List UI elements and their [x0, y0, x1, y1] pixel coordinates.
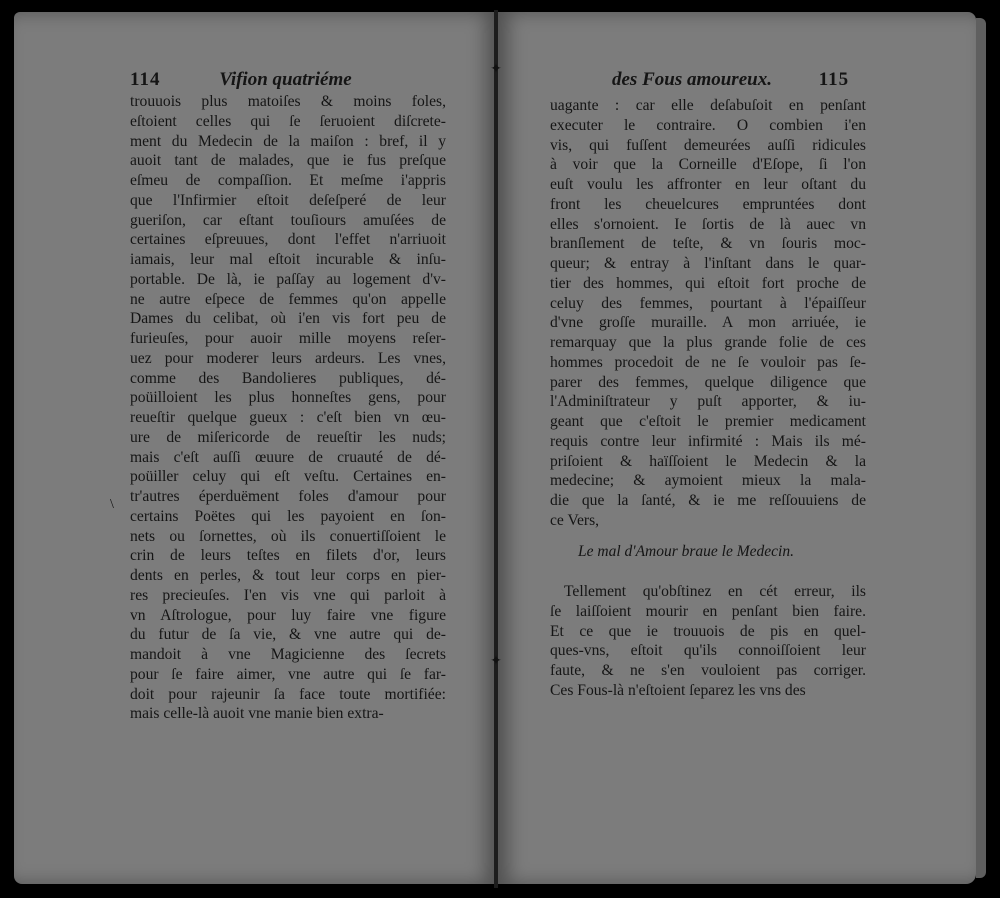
text-line: parer des femmes, quelque diligence que	[550, 373, 866, 391]
text-line: du futur de ſa vie, & vne autre qui de-	[130, 626, 446, 644]
text-line: euſt voulu les affronter en leur oſtant du	[550, 176, 866, 193]
text-line: die que la ſanté, & ie me reſſouuiens de	[550, 492, 866, 509]
text-line: celuy des femmes, pourtant à l'épaiſſeur	[550, 294, 866, 312]
text-line: tr'autres éperduëment foles d'amour pour	[130, 488, 446, 505]
text-line: Dames du celibat, où i'en vis fort peu de	[130, 310, 446, 328]
book-gutter	[494, 10, 498, 888]
text-line: eſtoient celles qui ſe ſeruoient diſcrete-	[130, 112, 446, 130]
text-line: Ces Fous-là n'eſtoient ſeparez les vns des	[550, 681, 806, 699]
text-line: elles s'ornoient. Ie ſortis de là auec vn	[550, 215, 866, 233]
stitch-mark: ✦	[490, 61, 502, 77]
text-line: que l'Infirmier eſtoit deſeſperé de leur	[130, 191, 446, 209]
text-line: vn Aſtrologue, pour luy faire vne figure	[130, 606, 446, 624]
text-line: poüilloient les plus honneſtes gens, pour	[130, 389, 446, 407]
text-line: ment du Medecin de la maiſon : bref, il y	[130, 132, 446, 150]
text-line: mais celle-là auoit vne manie bien extra-	[130, 705, 384, 723]
text-line: Et ce que ie trouuois de pis en quel-	[550, 622, 866, 640]
text-line: Tellement qu'obſtinez en cét erreur, ils	[564, 583, 866, 600]
text-line: reueſtir quelque gueux : c'eſt bien vn œu-	[130, 409, 446, 426]
text-line: geant que c'eſtoit le premier medicament	[550, 413, 866, 430]
text-line: ques-vns, eſtoit qu'ils connoiſſoient leur	[550, 642, 866, 660]
text-line: ſe laiſſoient mourir en penſant bien faire.	[550, 602, 866, 620]
page-edge	[976, 18, 986, 878]
text-line: ce Vers,	[550, 511, 600, 529]
text-line: tier des hommes, qui eſtoit fort proche de	[550, 274, 866, 292]
margin-mark: \	[110, 497, 114, 512]
text-line: pour ſe faire aimer, vne autre qui ſe far-	[130, 665, 446, 683]
text-line: l'Adminiſtrateur y puſt apporter, & iu-	[550, 393, 866, 411]
stitch-mark: ✦	[490, 653, 502, 669]
text-line: d'vne groſſe muraille. A mon arriuée, ie	[550, 314, 866, 332]
text-line: uez pour moderer leurs ardeurs. Les vnes,	[130, 349, 446, 367]
text-line: comme des Bandolieres publiques, dé-	[130, 369, 446, 387]
left-page-header	[130, 68, 352, 92]
text-line: res precieuſes. I'en vis vne qui parloit à	[130, 586, 446, 604]
text-line: auoit tant de malades, que ie fus preſque	[130, 152, 446, 170]
page-number: 114	[130, 69, 161, 90]
text-line: gueriſon, car eſtant touſiours amuſées de	[130, 211, 446, 229]
text-line: remarquay que la plus grande folie de ces	[550, 334, 866, 351]
text-line: uagante : car elle deſabuſoit en penſant	[550, 97, 866, 114]
text-line: front les cheuelcures empruntées dont	[550, 195, 866, 213]
text-line: certains Poëtes qui les payoient en ſon-	[130, 507, 446, 525]
text-line: hommes procedoit de ne ſe vouloir pas ſe-	[550, 353, 866, 371]
verse-quotation: Le mal d'Amour braue le Medecin.	[578, 543, 794, 560]
text-line: branſlement de teſte, & vn ſouris moc-	[550, 235, 866, 253]
running-title: Vifion quatriéme	[219, 69, 352, 90]
text-line: medecine; & aymoient mieux la mala-	[550, 472, 866, 490]
text-line: nets ou ſornettes, où ils conuertiſſoient le	[130, 527, 446, 545]
text-line: à voir que la Corneille d'Eſope, ſi l'on	[550, 156, 866, 174]
text-line: crin de leurs teſtes en filets d'or, leurs	[130, 547, 446, 565]
text-line: mandoit à vne Magicienne des ſecrets	[130, 646, 446, 663]
text-line: iamais, leur mal eſtoit incurable & inſu-	[130, 251, 446, 268]
text-line: doit pour rajeunir ſa face toute mortifiée:	[130, 685, 446, 703]
text-line: poüiller celuy qui eſt veſtu. Certaines en-	[130, 468, 446, 486]
text-line: furieuſes, pour auoir mille moyens reſer-	[130, 330, 446, 347]
page-number: 115	[818, 69, 850, 90]
text-line: mais c'eſt auſſi œuure de cruauté de dé-	[130, 448, 446, 466]
right-page-text-continued	[550, 582, 866, 701]
text-line: vis, qui fuſſent demeurées auſſi ridicules	[550, 136, 866, 154]
text-line: trouuois plus matoiſes & moins foles,	[130, 93, 446, 110]
text-line: portable. De là, ie paſſay au logement d'v-	[130, 270, 446, 288]
text-line: queur; & entray à l'inſtant dans le quar-	[550, 255, 866, 272]
left-page-text	[130, 92, 446, 724]
text-line: executer le contraire. O combien i'en	[550, 116, 866, 134]
text-line: priſoient & haïſſoient le Medecin & la	[550, 452, 866, 470]
text-line: ure de miſericorde de reueſtir les nuds;	[130, 428, 446, 446]
right-page-text	[550, 96, 866, 531]
right-page-header	[612, 68, 849, 92]
text-line: dents en perles, & tout leur corps en pier-	[130, 567, 446, 584]
text-line: eſmeu de compaſſion. Et meſme i'appris	[130, 172, 446, 189]
running-title: des Fous amoureux.	[612, 69, 772, 90]
text-line: certaines eſpreuues, dont l'effet n'arriuoit	[130, 231, 446, 249]
text-line: requis contre leur infirmité : Mais ils mé-	[550, 432, 866, 450]
text-line: faute, & ne s'en vouloient pas corriger.	[550, 662, 866, 679]
text-line: ne autre eſpece de femmes qu'on appelle	[130, 290, 446, 308]
